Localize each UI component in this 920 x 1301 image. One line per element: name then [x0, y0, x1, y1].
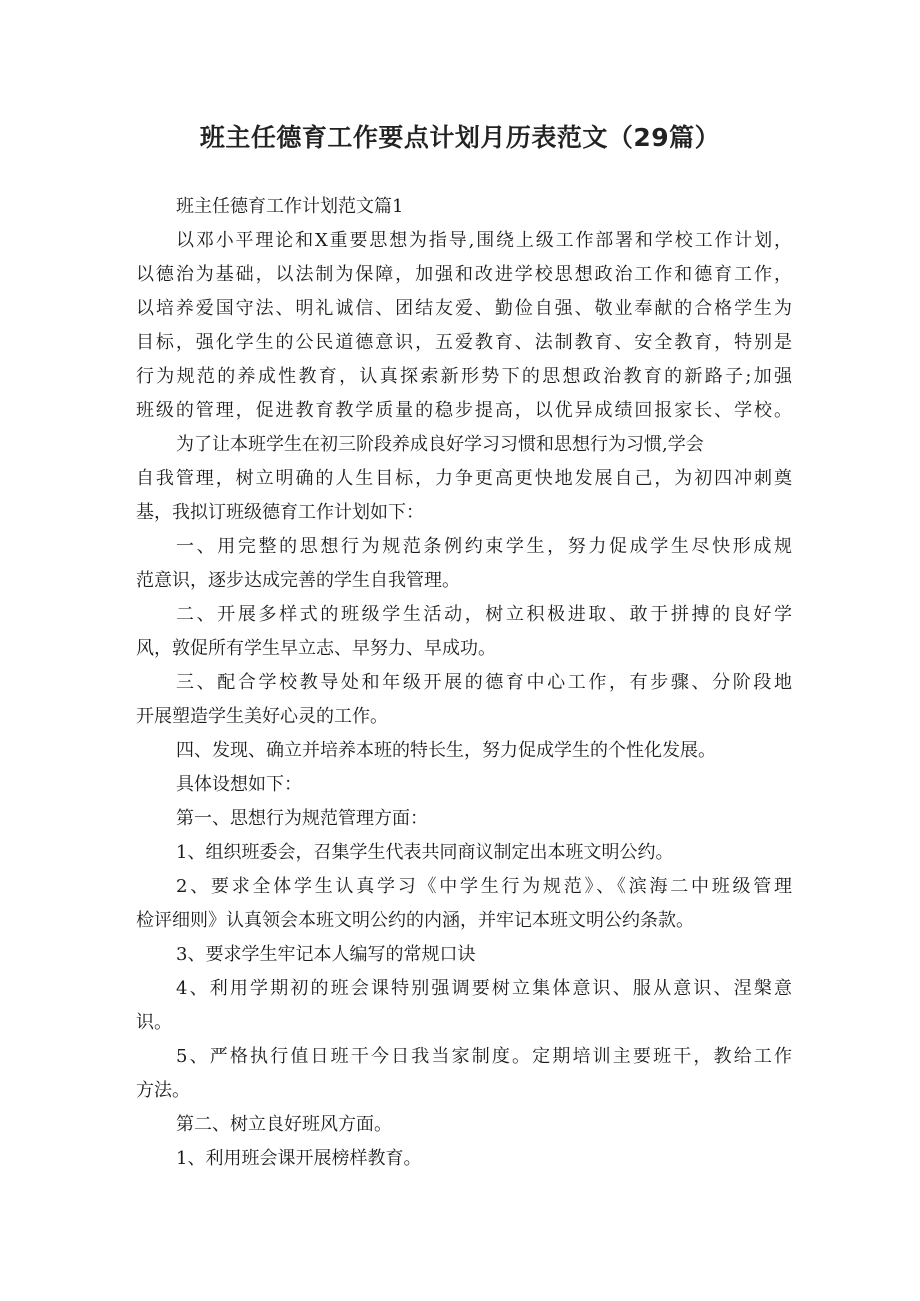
text-line: 识。 — [136, 1012, 172, 1033]
text-line: 范意识，逐步达成完善的学生自我管理。 — [136, 570, 460, 591]
text-line: 4、利用学期初的班会课特别强调要树立集体意识、服从意识、涅槃意 — [176, 978, 792, 999]
text-line: 四、发现、确立并培养本班的特长生，努力促成学生的个性化发展。 — [176, 740, 716, 761]
text-line: 班主任德育工作计划范文篇1 — [176, 196, 404, 217]
text-line: 2、要求全体学生认真学习《中学生行为规范》、《滨海二中班级管理 — [176, 876, 792, 897]
text-line: 一、用完整的思想行为规范条例约束学生，努力促成学生尽快形成规 — [176, 536, 792, 557]
document-title: 班主任德育工作要点计划月历表范文（29篇） — [199, 123, 721, 152]
text-line: 1、利用班会课开展榜样教育。 — [176, 1148, 422, 1169]
text-line: 风，敦促所有学生早立志、早努力、早成功。 — [136, 638, 496, 659]
text-line: 二、开展多样式的班级学生活动，树立积极进取、敢于拼搏的良好学 — [176, 604, 792, 625]
text-line: 具体设想如下： — [176, 774, 302, 795]
text-line: 3、要求学生牢记本人编写的常规口诀 — [176, 944, 476, 965]
text-line: 班级的管理，促进教育教学质量的稳步提高，以优异成绩回报家长、学校。 — [136, 400, 792, 421]
text-line: 自我管理，树立明确的人生目标，力争更高更快地发展自己，为初四冲刺奠 — [136, 468, 792, 489]
text-line: 以培养爱国守法、明礼诚信、团结友爱、勤俭自强、敬业奉献的合格学生为 — [136, 298, 792, 319]
text-line: 为了让本班学生在初三阶段养成良好学习习惯和思想行为习惯,学会 — [176, 434, 704, 455]
text-line: 1、组织班委会，召集学生代表共同商议制定出本班文明公约。 — [176, 842, 674, 863]
text-line: 三、配合学校教导处和年级开展的德育中心工作，有步骤、分阶段地 — [176, 672, 792, 693]
text-line: 行为规范的养成性教育，认真探索新形势下的思想政治教育的新路子;加强 — [136, 366, 792, 387]
document-body — [136, 190, 792, 1176]
text-line: 方法。 — [136, 1080, 190, 1101]
text-line: 检评细则》认真领会本班文明公约的内涵，并牢记本班文明公约条款。 — [136, 910, 694, 931]
text-line: 以德治为基础，以法制为保障，加强和改进学校思想政治工作和德育工作， — [136, 264, 792, 285]
text-line: 基，我拟订班级德育工作计划如下： — [136, 502, 424, 523]
text-line: 第二、树立良好班风方面。 — [176, 1114, 392, 1135]
text-line: 第一、思想行为规范管理方面： — [176, 808, 428, 829]
text-line: 目标，强化学生的公民道德意识，五爱教育、法制教育、安全教育，特别是 — [136, 332, 792, 353]
text-line: 以邓小平理论和X重要思想为指导,围绕上级工作部署和学校工作计划， — [176, 230, 792, 251]
text-line: 开展塑造学生美好心灵的工作。 — [136, 706, 388, 727]
text-line: 5、严格执行值日班干今日我当家制度。定期培训主要班干，教给工作 — [176, 1046, 792, 1067]
